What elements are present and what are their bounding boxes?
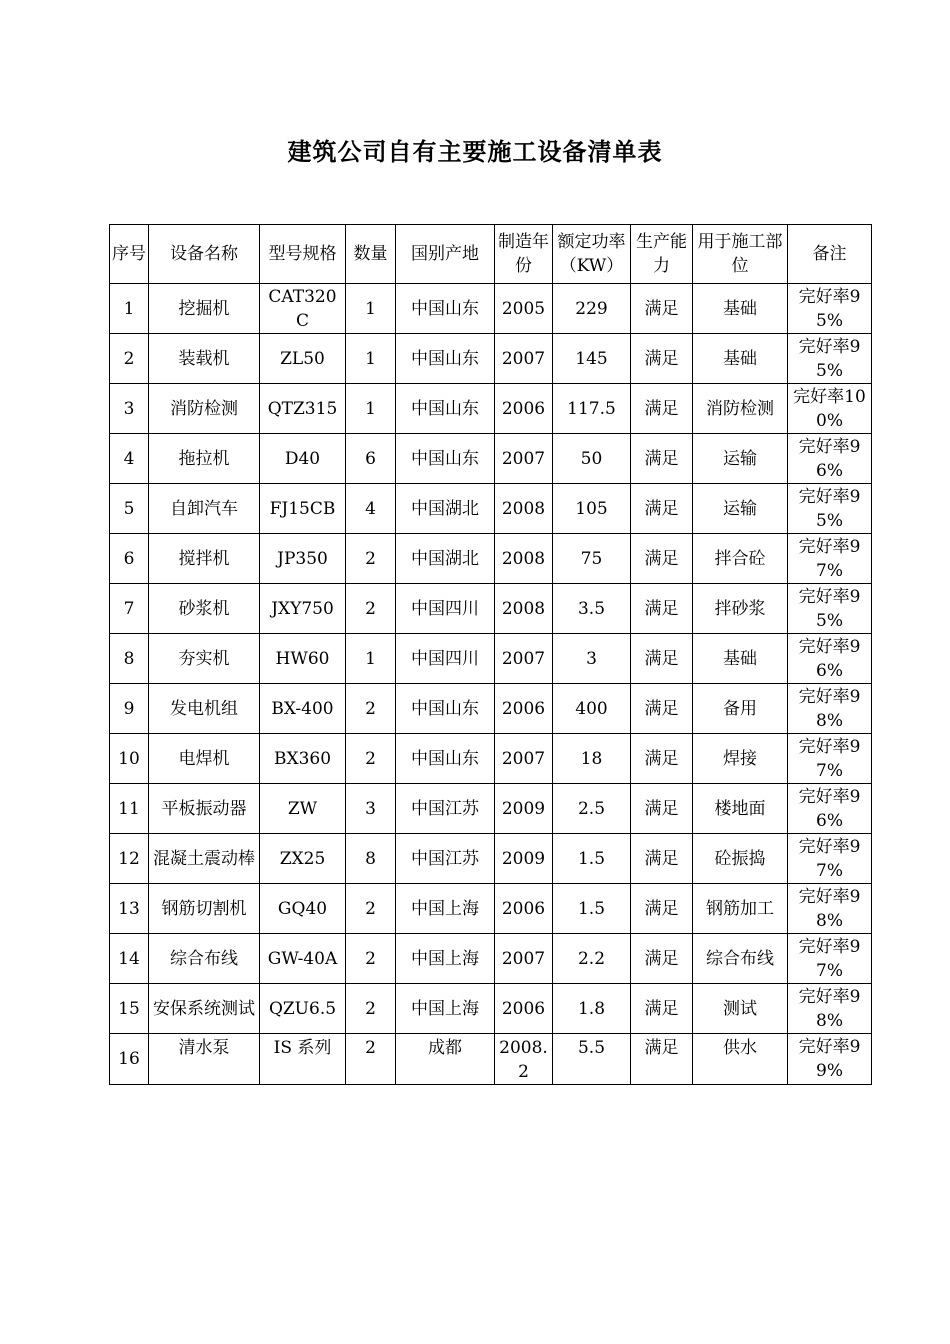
cell-origin: 中国四川 [396, 584, 495, 634]
cell-power: 18 [553, 734, 631, 784]
cell-capacity: 满足 [631, 284, 693, 334]
table-row [110, 934, 872, 984]
cell-usage: 运输 [693, 484, 788, 534]
cell-usage: 运输 [693, 434, 788, 484]
cell-quantity: 8 [346, 834, 396, 884]
cell-model: BX360 [260, 734, 346, 784]
table-row [110, 284, 872, 334]
table-row [110, 584, 872, 634]
cell-power: 105 [553, 484, 631, 534]
cell-year: 2007 [495, 934, 553, 984]
cell-equipment-name: 电焊机 [149, 734, 260, 784]
cell-model: JP350 [260, 534, 346, 584]
cell-year: 2009 [495, 834, 553, 884]
header-remarks: 备注 [788, 225, 872, 284]
cell-quantity: 2 [346, 734, 396, 784]
header-index: 序号 [110, 225, 149, 284]
cell-model: JXY750 [260, 584, 346, 634]
cell-equipment-name: 夯实机 [149, 634, 260, 684]
table-row [110, 734, 872, 784]
table-row [110, 784, 872, 834]
cell-model: BX-400 [260, 684, 346, 734]
cell-equipment-name: 自卸汽车 [149, 484, 260, 534]
cell-usage: 砼振捣 [693, 834, 788, 884]
table-row [110, 884, 872, 934]
table-row [110, 384, 872, 434]
cell-remarks: 完好率95% [788, 284, 872, 334]
cell-quantity: 3 [346, 784, 396, 834]
cell-model: CAT320C [260, 284, 346, 334]
cell-power: 1.5 [553, 884, 631, 934]
cell-power: 1.5 [553, 834, 631, 884]
cell-usage: 测试 [693, 984, 788, 1034]
header-origin: 国别产地 [396, 225, 495, 284]
header-usage: 用于施工部位 [693, 225, 788, 284]
cell-year: 2007 [495, 334, 553, 384]
cell-power: 50 [553, 434, 631, 484]
cell-power: 145 [553, 334, 631, 384]
cell-quantity: 2 [346, 884, 396, 934]
cell-remarks: 完好率97% [788, 834, 872, 884]
cell-year: 2005 [495, 284, 553, 334]
cell-index: 15 [110, 984, 149, 1034]
cell-capacity: 满足 [631, 834, 693, 884]
cell-model: ZX25 [260, 834, 346, 884]
cell-equipment-name: 综合布线 [149, 934, 260, 984]
table-row [110, 1034, 872, 1085]
cell-origin: 中国上海 [396, 884, 495, 934]
cell-quantity: 2 [346, 984, 396, 1034]
cell-quantity: 1 [346, 634, 396, 684]
cell-year: 2006 [495, 984, 553, 1034]
cell-index: 13 [110, 884, 149, 934]
cell-usage: 焊接 [693, 734, 788, 784]
cell-capacity: 满足 [631, 584, 693, 634]
cell-origin: 中国四川 [396, 634, 495, 684]
cell-usage: 基础 [693, 634, 788, 684]
cell-equipment-name: 搅拌机 [149, 534, 260, 584]
cell-origin: 中国江苏 [396, 784, 495, 834]
cell-index: 2 [110, 334, 149, 384]
cell-origin: 中国山东 [396, 734, 495, 784]
cell-year: 2006 [495, 684, 553, 734]
cell-equipment-name: 钢筋切割机 [149, 884, 260, 934]
cell-remarks: 完好率98% [788, 984, 872, 1034]
table-row [110, 634, 872, 684]
cell-year: 2007 [495, 634, 553, 684]
cell-quantity: 6 [346, 434, 396, 484]
cell-power: 2.5 [553, 784, 631, 834]
header-model: 型号规格 [260, 225, 346, 284]
cell-year: 2008.2 [495, 1034, 553, 1085]
cell-remarks: 完好率96% [788, 634, 872, 684]
cell-model: ZW [260, 784, 346, 834]
cell-year: 2006 [495, 384, 553, 434]
cell-model: ZL50 [260, 334, 346, 384]
cell-origin: 成都 [396, 1034, 495, 1085]
cell-year: 2006 [495, 884, 553, 934]
cell-quantity: 2 [346, 684, 396, 734]
cell-power: 117.5 [553, 384, 631, 434]
cell-quantity: 4 [346, 484, 396, 534]
cell-capacity: 满足 [631, 334, 693, 384]
table-row [110, 834, 872, 884]
cell-index: 3 [110, 384, 149, 434]
cell-equipment-name: 发电机组 [149, 684, 260, 734]
cell-index: 6 [110, 534, 149, 584]
cell-capacity: 满足 [631, 934, 693, 984]
cell-power: 2.2 [553, 934, 631, 984]
cell-origin: 中国上海 [396, 984, 495, 1034]
cell-equipment-name: 清水泵 [149, 1034, 260, 1085]
cell-index: 16 [110, 1034, 149, 1085]
cell-model: QZU6.5 [260, 984, 346, 1034]
cell-equipment-name: 安保系统测试 [149, 984, 260, 1034]
cell-capacity: 满足 [631, 484, 693, 534]
table-row [110, 984, 872, 1034]
cell-index: 12 [110, 834, 149, 884]
cell-index: 9 [110, 684, 149, 734]
cell-remarks: 完好率95% [788, 584, 872, 634]
cell-index: 4 [110, 434, 149, 484]
cell-usage: 拌砂浆 [693, 584, 788, 634]
cell-remarks: 完好率98% [788, 684, 872, 734]
cell-quantity: 2 [346, 934, 396, 984]
cell-quantity: 1 [346, 334, 396, 384]
cell-origin: 中国山东 [396, 284, 495, 334]
cell-equipment-name: 装载机 [149, 334, 260, 384]
cell-power: 1.8 [553, 984, 631, 1034]
table-row [110, 334, 872, 384]
cell-model: D40 [260, 434, 346, 484]
table-header-row [110, 225, 872, 284]
header-equipment-name: 设备名称 [149, 225, 260, 284]
cell-usage: 供水 [693, 1034, 788, 1085]
cell-model: IS 系列 [260, 1034, 346, 1085]
cell-model: QTZ315 [260, 384, 346, 434]
cell-remarks: 完好率97% [788, 534, 872, 584]
cell-remarks: 完好率97% [788, 934, 872, 984]
cell-equipment-name: 混凝土震动棒 [149, 834, 260, 884]
cell-usage: 基础 [693, 334, 788, 384]
cell-index: 11 [110, 784, 149, 834]
cell-model: FJ15CB [260, 484, 346, 534]
cell-remarks: 完好率96% [788, 434, 872, 484]
cell-remarks: 完好率100% [788, 384, 872, 434]
cell-quantity: 2 [346, 534, 396, 584]
cell-remarks: 完好率98% [788, 884, 872, 934]
cell-quantity: 2 [346, 1034, 396, 1085]
header-year: 制造年份 [495, 225, 553, 284]
cell-capacity: 满足 [631, 734, 693, 784]
cell-power: 5.5 [553, 1034, 631, 1085]
cell-year: 2007 [495, 434, 553, 484]
cell-index: 14 [110, 934, 149, 984]
cell-usage: 钢筋加工 [693, 884, 788, 934]
cell-capacity: 满足 [631, 784, 693, 834]
cell-power: 75 [553, 534, 631, 584]
cell-equipment-name: 砂浆机 [149, 584, 260, 634]
cell-usage: 消防检测 [693, 384, 788, 434]
cell-power: 400 [553, 684, 631, 734]
cell-quantity: 1 [346, 384, 396, 434]
cell-origin: 中国山东 [396, 684, 495, 734]
table-row [110, 484, 872, 534]
cell-index: 7 [110, 584, 149, 634]
cell-origin: 中国湖北 [396, 484, 495, 534]
cell-index: 8 [110, 634, 149, 684]
cell-capacity: 满足 [631, 984, 693, 1034]
cell-remarks: 完好率97% [788, 734, 872, 784]
cell-equipment-name: 消防检测 [149, 384, 260, 434]
cell-origin: 中国湖北 [396, 534, 495, 584]
cell-year: 2009 [495, 784, 553, 834]
cell-capacity: 满足 [631, 384, 693, 434]
cell-capacity: 满足 [631, 684, 693, 734]
cell-capacity: 满足 [631, 434, 693, 484]
cell-capacity: 满足 [631, 534, 693, 584]
cell-usage: 备用 [693, 684, 788, 734]
cell-capacity: 满足 [631, 1034, 693, 1085]
equipment-table [109, 224, 872, 1085]
cell-index: 5 [110, 484, 149, 534]
cell-equipment-name: 挖掘机 [149, 284, 260, 334]
cell-remarks: 完好率95% [788, 334, 872, 384]
cell-power: 3.5 [553, 584, 631, 634]
cell-origin: 中国山东 [396, 384, 495, 434]
cell-power: 229 [553, 284, 631, 334]
cell-usage: 楼地面 [693, 784, 788, 834]
cell-usage: 基础 [693, 284, 788, 334]
cell-year: 2007 [495, 734, 553, 784]
cell-origin: 中国江苏 [396, 834, 495, 884]
table-row [110, 434, 872, 484]
cell-year: 2008 [495, 484, 553, 534]
cell-index: 10 [110, 734, 149, 784]
cell-remarks: 完好率95% [788, 484, 872, 534]
cell-model: HW60 [260, 634, 346, 684]
cell-origin: 中国上海 [396, 934, 495, 984]
cell-year: 2008 [495, 534, 553, 584]
cell-power: 3 [553, 634, 631, 684]
page-title: 建筑公司自有主要施工设备清单表 [287, 137, 663, 166]
header-power: 额定功率（KW） [553, 225, 631, 284]
cell-year: 2008 [495, 584, 553, 634]
table-row [110, 534, 872, 584]
cell-origin: 中国山东 [396, 434, 495, 484]
cell-remarks: 完好率99% [788, 1034, 872, 1085]
cell-quantity: 2 [346, 584, 396, 634]
cell-index: 1 [110, 284, 149, 334]
cell-quantity: 1 [346, 284, 396, 334]
cell-capacity: 满足 [631, 634, 693, 684]
cell-equipment-name: 平板振动器 [149, 784, 260, 834]
table-row [110, 684, 872, 734]
cell-usage: 综合布线 [693, 934, 788, 984]
cell-model: GW-40A [260, 934, 346, 984]
header-quantity: 数量 [346, 225, 396, 284]
cell-capacity: 满足 [631, 884, 693, 934]
cell-remarks: 完好率96% [788, 784, 872, 834]
cell-model: GQ40 [260, 884, 346, 934]
cell-origin: 中国山东 [396, 334, 495, 384]
header-capacity: 生产能力 [631, 225, 693, 284]
cell-usage: 拌合砼 [693, 534, 788, 584]
cell-equipment-name: 拖拉机 [149, 434, 260, 484]
